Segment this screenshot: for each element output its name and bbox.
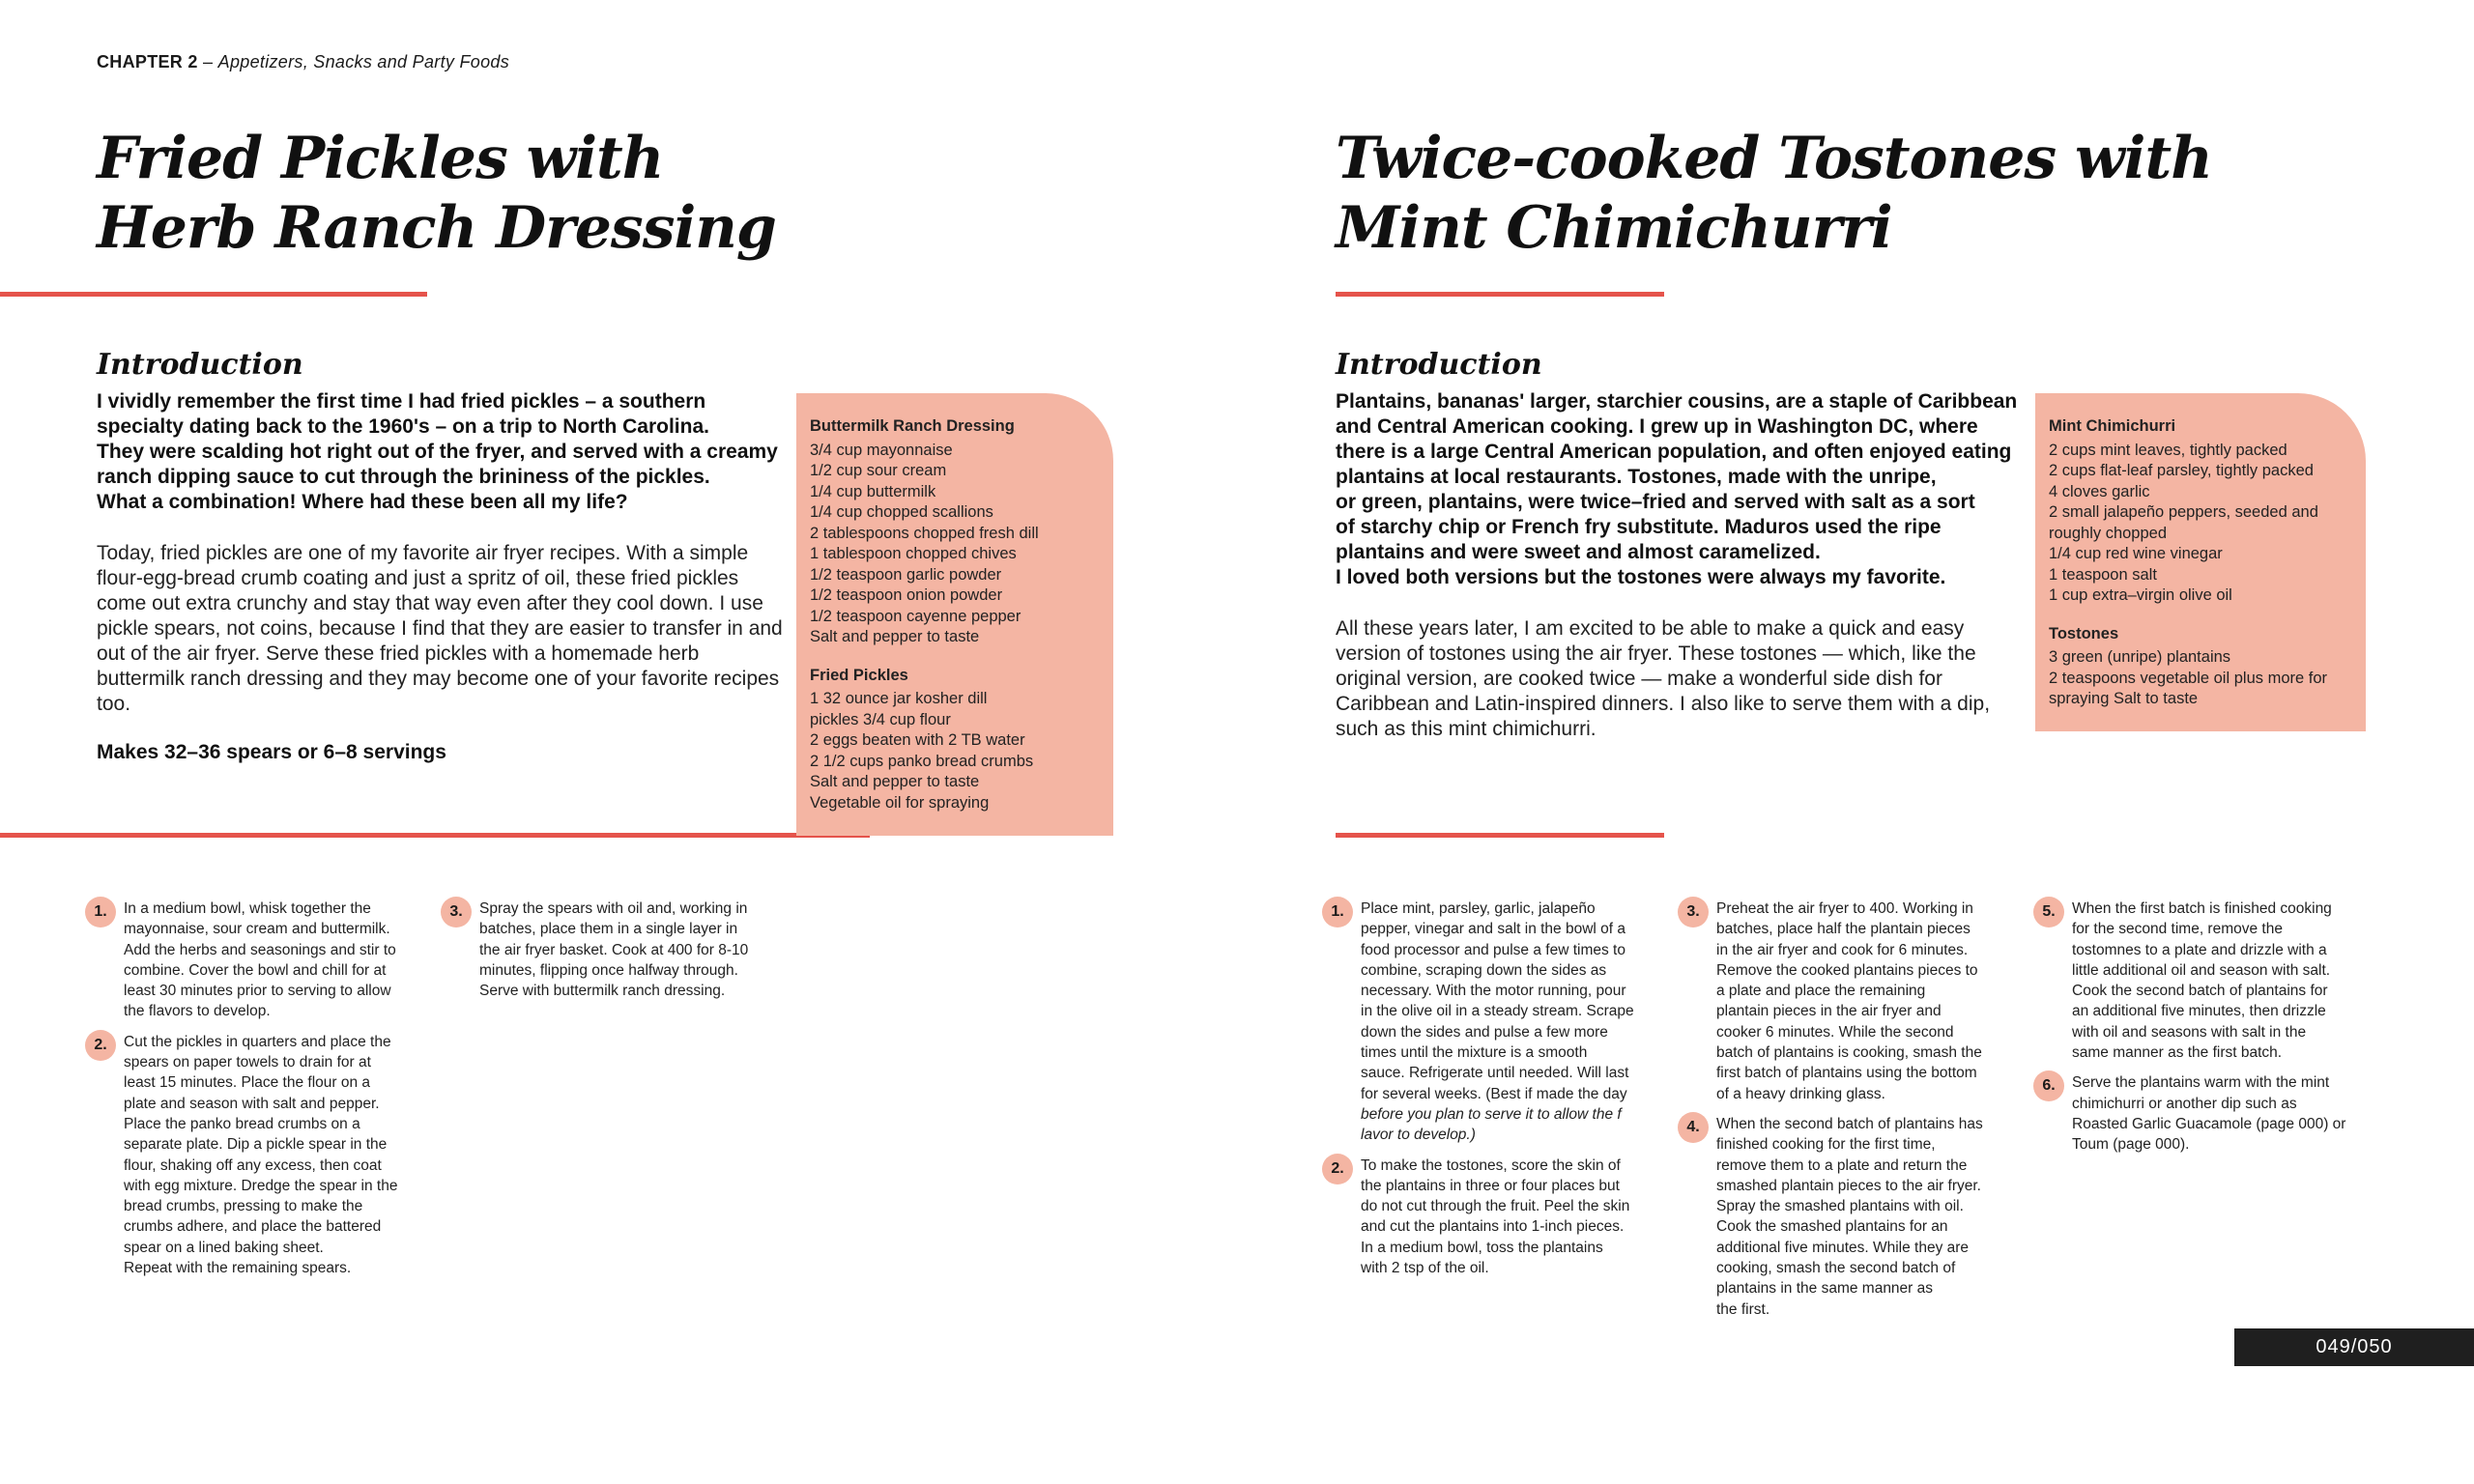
intro-lead-line: there is a large Central American population, and often enjoyed eating xyxy=(1336,441,2012,463)
step-line: flour, shaking off any excess, then coat xyxy=(124,1156,382,1174)
step-line: with egg mixture. Dredge the spear in the xyxy=(124,1177,398,1194)
step-line: When the second batch of plantains has xyxy=(1716,1115,1983,1132)
step-line: lavor to develop.) xyxy=(1361,1127,1476,1144)
right-steps-col-1 xyxy=(1322,899,1670,1288)
step-line: Spray the smashed plantains with oil. xyxy=(1716,1198,1964,1215)
step-text xyxy=(124,1032,433,1279)
step-line: Serve with buttermilk ranch dressing. xyxy=(479,983,726,1000)
title-line: Fried Pickles with xyxy=(97,125,664,192)
step-line: do not cut through the fruit. Peel the skin xyxy=(1361,1198,1630,1215)
step-line: combine, scraping down the sides as xyxy=(1361,961,1607,979)
ingredient: 1/4 cup red wine vinegar xyxy=(2049,545,2223,562)
step-number: 2. xyxy=(85,1030,116,1061)
right-intro-body: All these years later, I am excited to be able to make a quick and easy version of tostones using the air fryer. These tostones — which, like the original version, are cooked twice — make a wonderful side dish for Caribbean and Latin-inspired dinners. I also like to serve them with a dip, such as this mint chimichurri. xyxy=(1336,617,1991,740)
step-line: Cook the second batch of plantains for xyxy=(2072,983,2328,1000)
step-line: with oil and seasons with salt in the xyxy=(2072,1023,2307,1041)
left-intro-body: Today, fried pickles are one of my favorite air fryer recipes. With a simple flour-egg-bread crumb coating and just a spritz of oil, these fried pickles come out extra crunchy and stay that way even after they cool down. I use pickle spears, not coins, because I find that they are easier to transfer in and out of the air fryer. Serve these fried pickles with a homemade herb buttermilk ranch dressing and they may become one of your favorite recipes too. xyxy=(97,542,783,715)
ingredient: 2 tablespoons chopped fresh dill xyxy=(810,524,1039,542)
ingredient: 2 eggs beaten with 2 TB water xyxy=(810,731,1025,749)
step-line: minutes, flipping once halfway through. xyxy=(479,961,738,979)
intro-lead-line: and Central American cooking. I grew up in Washington DC, where xyxy=(1336,415,1978,438)
step-line: batches, place them in a single layer in xyxy=(479,921,738,938)
step-line: food processor and pulse a few times to xyxy=(1361,941,1625,958)
step-line: To make the tostones, score the skin of xyxy=(1361,1156,1621,1174)
chapter-number: 2 xyxy=(187,52,198,71)
ingredients-list xyxy=(810,441,1100,648)
step-line: down the sides and pulse a few more xyxy=(1361,1023,1608,1041)
intro-lead-line: plantains and were sweet and almost caramelized. xyxy=(1336,541,1821,563)
step-number: 5. xyxy=(2033,897,2064,928)
ingredient: pickles 3/4 cup flour xyxy=(810,710,951,728)
recipe-step xyxy=(1322,899,1670,1146)
right-title-rule xyxy=(1336,292,1664,297)
left-yield: Makes 32–36 spears or 6–8 servings xyxy=(97,741,446,763)
step-line: crumbs adhere, and place the battered xyxy=(124,1218,382,1236)
ingredient: roughly chopped xyxy=(2049,524,2168,542)
ingredients-heading: Fried Pickles xyxy=(810,666,908,684)
ingredient: 1 teaspoon salt xyxy=(2049,565,2157,584)
step-line: pepper, vinegar and salt in the bowl of a xyxy=(1361,921,1626,938)
step-text xyxy=(1716,1114,2026,1320)
step-line: Toum (page 000). xyxy=(2072,1136,2190,1154)
ingredient: 3/4 cup mayonnaise xyxy=(810,441,953,459)
left-title-rule xyxy=(0,292,427,297)
intro-lead-line: plantains at local restaurants. Tostones, made with the unripe, xyxy=(1336,466,1937,488)
step-line: Add the herbs and seasonings and stir to xyxy=(124,941,396,958)
step-line: for several weeks. (Best if made the day xyxy=(1361,1085,1627,1102)
step-number: 3. xyxy=(1678,897,1709,928)
intro-lead-line: What a combination! Where had these been all my life? xyxy=(97,491,628,513)
ingredient: 1/4 cup buttermilk xyxy=(810,482,936,500)
step-line: in the air fryer and cook for 6 minutes. xyxy=(1716,941,1969,958)
step-line: sauce. Refrigerate until needed. Will last xyxy=(1361,1065,1629,1082)
step-line: batch of plantains is cooking, smash the xyxy=(1716,1044,1982,1062)
step-line: Spray the spears with oil and, working in xyxy=(479,900,748,917)
recipe-step xyxy=(85,1032,433,1279)
step-line: mayonnaise, sour cream and buttermilk. xyxy=(124,921,390,938)
step-line: remove them to a plate and return the xyxy=(1716,1156,1968,1174)
step-line: cooker 6 minutes. While the second xyxy=(1716,1023,1954,1041)
step-line: first batch of plantains using the bottom xyxy=(1716,1065,1977,1082)
recipe-step xyxy=(2033,1072,2401,1155)
step-line: necessary. With the motor running, pour xyxy=(1361,983,1626,1000)
chapter-label: CHAPTER xyxy=(97,52,184,71)
ingredient: 2 1/2 cups panko bread crumbs xyxy=(810,752,1034,770)
intro-lead-line: I vividly remember the first time I had fried pickles – a southern xyxy=(97,390,706,413)
step-line: plantains in the same manner as xyxy=(1716,1280,1934,1298)
right-intro-heading: Introduction xyxy=(1336,348,1542,382)
step-line: same manner as the first batch. xyxy=(2072,1044,2283,1062)
step-line: Serve the plantains warm with the mint xyxy=(2072,1074,2330,1092)
ingredients-heading: Tostones xyxy=(2049,624,2119,642)
step-line: plantain pieces in the air fryer and xyxy=(1716,1003,1942,1020)
step-number: 3. xyxy=(441,897,472,928)
recipe-step xyxy=(2033,899,2401,1063)
step-number: 6. xyxy=(2033,1070,2064,1101)
step-line: a plate and place the remaining xyxy=(1716,983,1926,1000)
intro-lead-line: They were scalding hot right out of the fryer, and served with a creamy xyxy=(97,441,778,463)
title-line: Twice-cooked Tostones with xyxy=(1336,125,2212,192)
chapter-separator: – xyxy=(197,52,218,71)
step-line: Cook the smashed plantains for an xyxy=(1716,1218,1948,1236)
intro-lead-line: ranch dipping sauce to cut through the brininess of the pickles. xyxy=(97,466,710,488)
step-line: before you plan to serve it to allow the f xyxy=(1361,1105,1622,1123)
step-line: times until the mixture is a smooth xyxy=(1361,1044,1588,1062)
step-line: batches, place half the plantain pieces xyxy=(1716,921,1971,938)
ingredient: 1 32 ounce jar kosher dill xyxy=(810,690,988,707)
intro-lead-line: I loved both versions but the tostones were always my favorite. xyxy=(1336,566,1946,588)
ingredient: 2 teaspoons vegetable oil plus more for xyxy=(2049,669,2328,687)
ingredient: Salt and pepper to taste xyxy=(810,628,980,645)
left-recipe-title xyxy=(97,124,776,263)
ingredient: spraying Salt to taste xyxy=(2049,690,2199,707)
recipe-step xyxy=(85,899,433,1022)
step-line: least 30 minutes prior to serving to allow xyxy=(124,983,391,1000)
step-line: Remove the cooked plantains pieces to xyxy=(1716,961,1978,979)
step-line: chimichurri or another dip such as xyxy=(2072,1095,2297,1112)
step-line: the plantains in three or four places but xyxy=(1361,1177,1620,1194)
step-line: finished cooking for the first time, xyxy=(1716,1136,1936,1154)
left-ingredients-box xyxy=(796,393,1113,836)
right-intro-lead xyxy=(1336,389,2017,590)
ingredient: 1 cup extra–virgin olive oil xyxy=(2049,586,2232,604)
step-text xyxy=(2072,1072,2401,1155)
step-line: Cut the pickles in quarters and place the xyxy=(124,1033,391,1050)
step-line: spears on paper towels to drain for at xyxy=(124,1054,371,1071)
step-line: Preheat the air fryer to 400. Working in xyxy=(1716,900,1973,917)
chapter-subtitle: Appetizers, Snacks and Party Foods xyxy=(217,52,510,71)
ingredient: 1/2 teaspoon cayenne pepper xyxy=(810,607,1021,625)
page-number: 049/050 xyxy=(2234,1328,2474,1366)
step-line: When the first batch is finished cooking xyxy=(2072,900,2332,917)
ingredients-heading: Buttermilk Ranch Dressing xyxy=(810,417,1015,435)
left-section-rule xyxy=(0,833,870,838)
step-line: combine. Cover the bowl and chill for at xyxy=(124,961,387,979)
step-number: 1. xyxy=(85,897,116,928)
recipe-step xyxy=(1322,1156,1670,1279)
ingredient: 1 tablespoon chopped chives xyxy=(810,545,1017,562)
step-line: separate plate. Dip a pickle spear in the xyxy=(124,1136,388,1154)
ingredient: 2 small jalapeño peppers, seeded and xyxy=(2049,503,2318,521)
right-steps-col-2 xyxy=(1678,899,2026,1329)
step-line: the first. xyxy=(1716,1300,1770,1318)
ingredient: Salt and pepper to taste xyxy=(810,773,980,790)
step-line: the flavors to develop. xyxy=(124,1003,271,1020)
intro-lead-line: specialty dating back to the 1960's – on a trip to North Carolina. xyxy=(97,415,709,438)
step-line: an additional five minutes, then drizzle xyxy=(2072,1003,2326,1020)
intro-lead-line: Plantains, bananas' larger, starchier cousins, are a staple of Caribbean xyxy=(1336,390,2018,413)
step-line: tostomnes to a plate and drizzle with a xyxy=(2072,941,2327,958)
step-line: Place the panko bread crumbs on a xyxy=(124,1115,360,1132)
ingredient: 1/2 cup sour cream xyxy=(810,462,947,479)
step-line: of a heavy drinking glass. xyxy=(1716,1085,1885,1102)
step-line: Roasted Garlic Guacamole (page 000) or xyxy=(2072,1115,2346,1132)
step-line: In a medium bowl, whisk together the xyxy=(124,900,371,917)
step-text xyxy=(1716,899,2026,1104)
left-intro-lead xyxy=(97,389,778,515)
step-line: with 2 tsp of the oil. xyxy=(1361,1260,1489,1277)
step-line: plate and season with salt and pepper. xyxy=(124,1095,380,1112)
ingredients-list xyxy=(2049,441,2352,607)
step-line: the air fryer basket. Cook at 400 for 8-10 xyxy=(479,941,749,958)
step-number: 4. xyxy=(1678,1112,1709,1143)
right-steps-col-3 xyxy=(2033,899,2401,1165)
step-line: Place mint, parsley, garlic, jalapeño xyxy=(1361,900,1596,917)
recipe-step xyxy=(441,899,789,1001)
chapter-header xyxy=(97,52,509,72)
step-line: cooking, smash the second batch of xyxy=(1716,1260,1956,1277)
step-line: in the olive oil in a steady stream. Scrape xyxy=(1361,1003,1634,1020)
left-intro-heading: Introduction xyxy=(97,348,303,382)
title-line: Herb Ranch Dressing xyxy=(97,194,776,262)
ingredient: 2 cups flat-leaf parsley, tightly packed xyxy=(2049,462,2314,479)
step-line: for the second time, remove the xyxy=(2072,921,2283,938)
ingredient: 2 cups mint leaves, tightly packed xyxy=(2049,441,2287,459)
step-text xyxy=(1361,1156,1670,1279)
ingredient: 4 cloves garlic xyxy=(2049,482,2150,500)
step-text xyxy=(1361,899,1670,1146)
step-line: least 15 minutes. Place the flour on a xyxy=(124,1074,371,1092)
ingredient: 1/2 teaspoon onion powder xyxy=(810,586,1003,604)
step-number: 1. xyxy=(1322,897,1353,928)
step-line: In a medium bowl, toss the plantains xyxy=(1361,1239,1603,1256)
step-line: little additional oil and season with salt. xyxy=(2072,961,2331,979)
step-text xyxy=(479,899,789,1001)
right-section-rule xyxy=(1336,833,1664,838)
right-recipe-title xyxy=(1336,124,2212,263)
step-line: and cut the plantains into 1-inch pieces. xyxy=(1361,1218,1625,1236)
intro-lead-line: of starchy chip or French fry substitute. Maduros used the ripe xyxy=(1336,516,1942,538)
ingredients-list xyxy=(810,689,1100,813)
step-text xyxy=(124,899,433,1022)
ingredient: 1/4 cup chopped scallions xyxy=(810,503,993,521)
step-line: bread crumbs, pressing to make the xyxy=(124,1198,363,1215)
title-line: Mint Chimichurri xyxy=(1336,194,1892,262)
intro-lead-line: or green, plantains, were twice–fried and served with salt as a sort xyxy=(1336,491,1975,513)
ingredients-list xyxy=(2049,647,2352,710)
step-number: 2. xyxy=(1322,1154,1353,1184)
left-steps-col-2 xyxy=(441,899,789,1011)
step-text xyxy=(2072,899,2401,1063)
ingredients-heading: Mint Chimichurri xyxy=(2049,417,2176,435)
ingredient: 1/2 teaspoon garlic powder xyxy=(810,565,1002,584)
step-line: spear on a lined baking sheet. xyxy=(124,1239,324,1256)
recipe-step xyxy=(1678,1114,2026,1320)
recipe-step xyxy=(1678,899,2026,1104)
left-steps-col-1 xyxy=(85,899,433,1288)
step-line: smashed plantain pieces to the air fryer. xyxy=(1716,1177,1981,1194)
ingredient: Vegetable oil for spraying xyxy=(810,793,990,812)
right-ingredients-box xyxy=(2035,393,2366,731)
ingredient: 3 green (unripe) plantains xyxy=(2049,648,2231,666)
step-line: Repeat with the remaining spears. xyxy=(124,1260,352,1277)
step-line: additional five minutes. While they are xyxy=(1716,1239,1970,1256)
